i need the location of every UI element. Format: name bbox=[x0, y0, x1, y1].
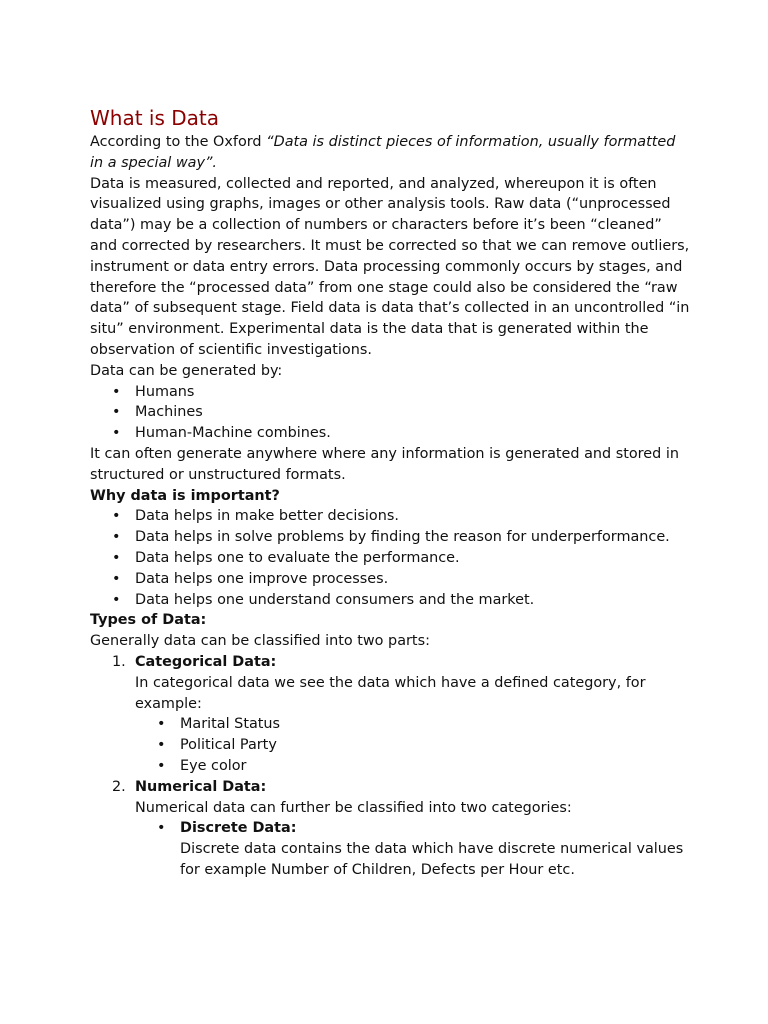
discrete-title: • Discrete Data: bbox=[180, 820, 297, 837]
discrete-data-item bbox=[135, 818, 690, 880]
list-item: • Political Party bbox=[135, 735, 690, 756]
why-important-list bbox=[90, 506, 690, 610]
numerical-title: Numerical Data: bbox=[135, 778, 267, 795]
list-item: • Marital Status bbox=[135, 714, 690, 735]
list-item: • Machines bbox=[90, 402, 690, 423]
page-title: What is Data bbox=[90, 106, 219, 130]
intro-paragraph bbox=[90, 132, 690, 174]
data-description-paragraph: Data is measured, collected and reported, and analyzed, whereupon it is often visualized using graphs, images or other analysis tools. Raw data (“unprocessed data”) may be a collection of numbers or characters before it’s been “cleaned” and corrected by researchers. It must be corrected so that we can remove outliers, instrument or data entry errors. Data processing commonly occurs by stages, and therefore the “processed data” from one stage could also be considered the “raw data” of subsequent stage. Field data is data that’s collected in an uncontrolled “in situ” environment. Experimental data is the data that is generated within the observation of scientific investigations. bbox=[90, 175, 690, 358]
why-important-heading: Why data is important? bbox=[90, 487, 280, 504]
list-item: • Data helps in solve problems by finding the reason for underperformance. bbox=[90, 527, 690, 548]
list-item: • Data helps one improve processes. bbox=[90, 569, 690, 590]
oxford-quote: “Data is distinct pieces of information, usually formatted in a special way”. bbox=[90, 134, 676, 171]
categorical-item bbox=[90, 652, 690, 777]
categorical-title: Categorical Data: bbox=[135, 653, 277, 670]
numerical-description: Numerical data can further be classified into two categories: bbox=[135, 799, 572, 816]
generated-by-list bbox=[90, 382, 690, 444]
list-item: • Eye color bbox=[135, 756, 690, 777]
list-item: • Data helps one to evaluate the performance. bbox=[90, 548, 690, 569]
list-item: • Data helps one understand consumers and the market. bbox=[90, 590, 690, 611]
document-page bbox=[90, 104, 690, 881]
generated-by-heading: Data can be generated by: bbox=[90, 362, 283, 379]
categorical-examples-list bbox=[135, 714, 690, 776]
types-heading: Types of Data: bbox=[90, 612, 207, 629]
list-number: 2. bbox=[112, 778, 126, 795]
categorical-description: In categorical data we see the data which have a defined category, for example: bbox=[135, 674, 646, 712]
numerical-subtypes-list bbox=[135, 818, 690, 880]
list-number: 1. bbox=[112, 653, 126, 670]
storage-paragraph: It can often generate anywhere where any information is generated and stored in structured or unstructured formats. bbox=[90, 445, 679, 483]
types-intro: Generally data can be classified into two parts: bbox=[90, 633, 430, 650]
types-list bbox=[90, 652, 690, 881]
numerical-item bbox=[90, 777, 690, 881]
intro-lead: According to the Oxford bbox=[90, 134, 267, 150]
list-item: • Human-Machine combines. bbox=[90, 423, 690, 444]
list-item: • Data helps in make better decisions. bbox=[90, 506, 690, 527]
discrete-description: Discrete data contains the data which have discrete numerical values for example Number of Children, Defects per Hour etc. bbox=[180, 841, 684, 878]
list-item: • Humans bbox=[90, 382, 690, 403]
